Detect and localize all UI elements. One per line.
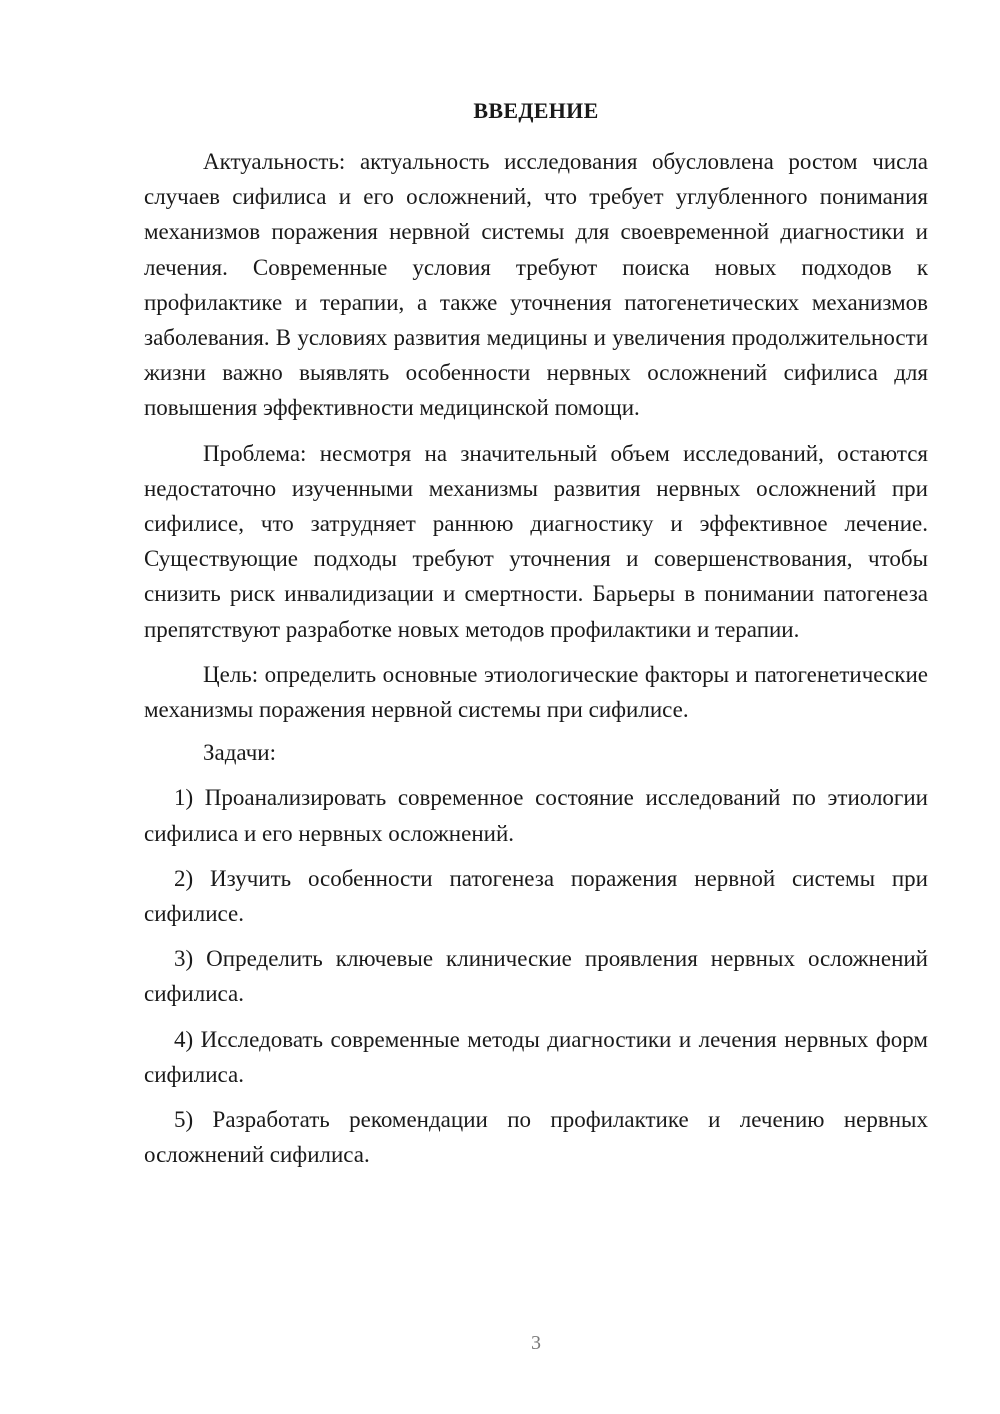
task-item: 3) Определить ключевые клинические проявления нервных осложнений сифилиса. — [144, 946, 928, 1007]
page-number: 3 — [531, 1332, 541, 1354]
tasks-list — [144, 780, 928, 1172]
section-title: ВВЕДЕНИЕ — [473, 98, 599, 123]
task-item: 2) Изучить особенности патогенеза поражения нервной системы при сифилисе. — [144, 865, 928, 927]
problem-paragraph: Проблема: несмотря на значительный объем исследований, остаются недостаточно изученными механизмы развития нервных осложнений при сифилисе, что затрудняет раннюю диагностику и эффективное лечение. Существующие подходы требуют уточнения и совершенствования, чтобы снизить риск инвалидизации и смертности. Барьеры в понимании патогенеза препятствуют разработке новых методов профилактики и терапии. — [144, 440, 928, 642]
task-item: 5) Разработать рекомендации по профилактике и лечению нервных осложнений сифилиса. — [144, 1107, 928, 1168]
tasks-heading: Задачи: — [203, 740, 276, 766]
task-item: 1) Проанализировать современное состояние исследований по этиологии сифилиса и его нервных осложнений. — [144, 785, 928, 846]
goal-paragraph: Цель: определить основные этиологические факторы и патогенетические механизмы поражения нервной системы при сифилисе. — [144, 661, 928, 723]
task-item: 4) Исследовать современные методы диагностики и лечения нервных форм сифилиса. — [144, 1026, 928, 1087]
relevance-paragraph: Актуальность: актуальность исследования обусловлена ростом числа случаев сифилиса и его осложнений, что требует углубленного понимания механизмов поражения нервной системы для своевременной диагностики и лечения. Современные условия требуют поиска новых подходов к профилактике и терапии, а также уточнения патогенетических механизмов заболевания. В условиях развития медицины и увеличения продолжительности жизни важно выявлять особенности нервных осложнений сифилиса для повышения эффективности медицинской помощи. — [144, 149, 928, 421]
page-content — [144, 96, 928, 1182]
